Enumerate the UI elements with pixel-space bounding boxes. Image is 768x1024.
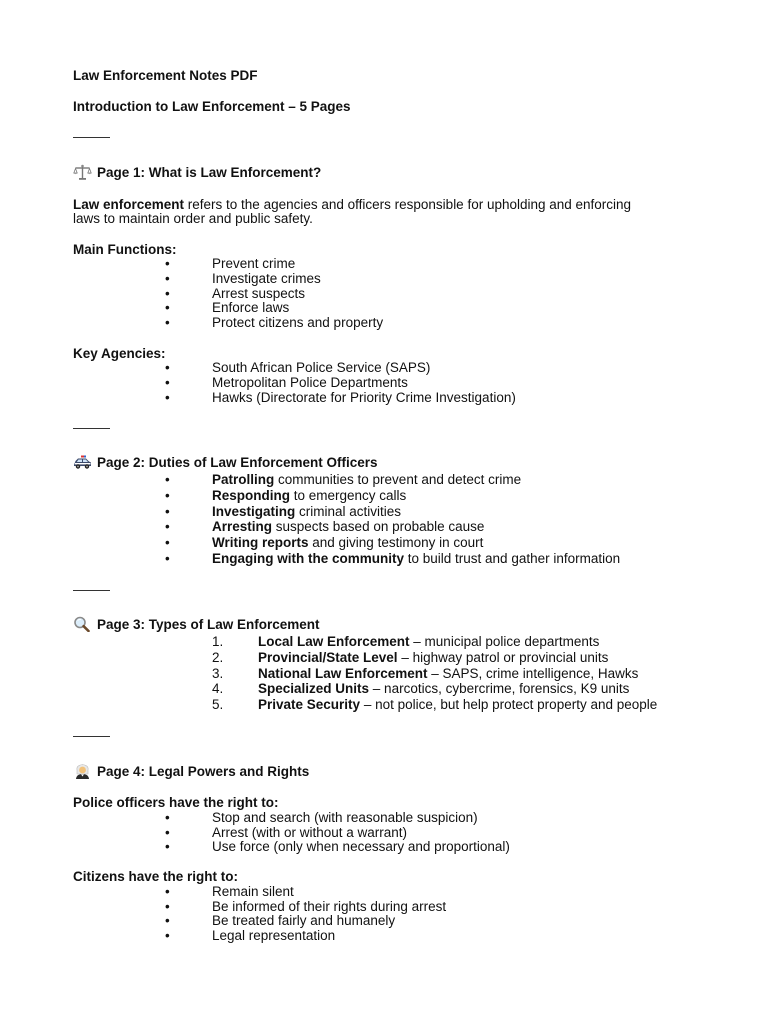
bullet-marker: • — [165, 487, 170, 503]
police-rights-heading: Police officers have the right to: — [73, 795, 279, 810]
item-text: to build trust and gather information — [404, 551, 621, 566]
duty-item — [212, 472, 521, 488]
item-term: Patrolling — [212, 472, 275, 487]
item-text: – highway patrol or provincial units — [397, 649, 609, 665]
item-term: Provincial/State Level — [258, 649, 398, 665]
item-term: Arresting — [212, 519, 273, 535]
agency-item: Metropolitan Police Departments — [212, 374, 408, 390]
duty-item — [212, 551, 620, 567]
page2-heading-text: Page 2: Duties of Law Enforcement Officers — [97, 455, 378, 470]
item-term: Local Law Enforcement — [258, 634, 410, 649]
bullet-marker: • — [165, 315, 170, 331]
item-term: Engaging with the community — [212, 551, 404, 566]
page4-heading-text: Page 4: Legal Powers and Rights — [97, 764, 310, 779]
section-divider — [73, 428, 110, 429]
citizen-right-item: Legal representation — [212, 927, 336, 943]
bullet-marker: • — [165, 551, 170, 566]
function-item: Enforce laws — [212, 300, 290, 316]
type-item — [258, 681, 629, 697]
duty-item — [212, 488, 406, 504]
judge-icon — [73, 763, 92, 779]
item-text: – SAPS, crime intelligence, Hawks — [427, 665, 639, 681]
bullet-marker: • — [165, 884, 170, 899]
item-text: communities to prevent and detect crime — [274, 472, 522, 487]
list-number: 4. — [212, 681, 224, 697]
item-term: Investigating — [212, 503, 296, 519]
bullet-marker: • — [165, 300, 170, 316]
bullet-marker: • — [165, 285, 170, 301]
page1-heading — [73, 164, 321, 181]
document-title: Law Enforcement Notes PDF — [73, 68, 258, 83]
definition-text: refers to the agencies and officers responsible for upholding and enforcing — [184, 197, 632, 212]
item-text: suspects based on probable cause — [272, 519, 485, 535]
duty-item — [212, 504, 401, 520]
bullet-marker: • — [165, 519, 170, 535]
bullet-marker: • — [165, 913, 170, 928]
item-term: Writing reports — [212, 535, 309, 551]
agency-item: Hawks (Directorate for Priority Crime Investigation) — [212, 389, 516, 405]
item-text: and giving testimony in court — [308, 535, 484, 551]
definition-term: Law enforcement — [73, 197, 185, 212]
item-term: Responding — [212, 487, 290, 503]
list-number: 3. — [212, 665, 224, 681]
main-functions-heading: Main Functions: — [73, 242, 177, 257]
citizen-right-item: Be treated fairly and humanely — [212, 913, 396, 928]
agency-item: South African Police Service (SAPS) — [212, 360, 431, 375]
list-number: 1. — [212, 634, 224, 649]
police-right-item: Stop and search (with reasonable suspicion) — [212, 810, 478, 825]
police-right-item: Arrest (with or without a warrant) — [212, 824, 408, 840]
police-car-icon — [73, 454, 92, 470]
bullet-marker: • — [165, 824, 170, 840]
bullet-marker: • — [165, 389, 170, 405]
section-divider — [73, 137, 110, 138]
police-right-item: Use force (only when necessary and proportional) — [212, 839, 510, 854]
section-divider — [73, 736, 110, 737]
duty-item — [212, 535, 483, 551]
citizen-right-item: Be informed of their rights during arrest — [212, 898, 447, 914]
citizen-right-item: Remain silent — [212, 884, 294, 899]
function-item: Arrest suspects — [212, 285, 306, 301]
function-item: Protect citizens and property — [212, 315, 384, 331]
function-item: Prevent crime — [212, 256, 296, 271]
item-term: Private Security — [258, 697, 361, 713]
bullet-marker: • — [165, 256, 170, 271]
bullet-marker: • — [165, 535, 170, 551]
item-term: Specialized Units — [258, 681, 370, 697]
type-item — [258, 634, 599, 650]
function-item: Investigate crimes — [212, 270, 321, 286]
item-text: – municipal police departments — [409, 634, 600, 649]
page2-heading — [73, 454, 378, 471]
key-agencies-heading: Key Agencies: — [73, 346, 166, 361]
bullet-marker: • — [165, 839, 170, 854]
definition-line-2: laws to maintain order and public safety. — [73, 211, 313, 226]
item-text: to emergency calls — [290, 487, 407, 503]
page4-heading — [73, 763, 309, 780]
bullet-marker: • — [165, 360, 170, 375]
item-text: criminal activities — [295, 503, 402, 519]
bullet-marker: • — [165, 374, 170, 390]
item-text: – not police, but help protect property and people — [360, 697, 658, 713]
item-term: National Law Enforcement — [258, 665, 428, 681]
page1-heading-text: Page 1: What is Law Enforcement? — [97, 165, 322, 180]
page3-heading-text: Page 3: Types of Law Enforcement — [97, 617, 320, 632]
section-divider — [73, 590, 110, 591]
bullet-marker: • — [165, 810, 170, 825]
bullet-marker: • — [165, 503, 170, 519]
type-item — [258, 666, 638, 682]
page3-heading — [73, 616, 320, 633]
bullet-marker: • — [165, 898, 170, 914]
duty-item — [212, 519, 484, 535]
list-number: 2. — [212, 649, 224, 665]
list-number: 5. — [212, 697, 224, 713]
type-item — [258, 697, 657, 713]
balance-scale-icon — [73, 164, 92, 180]
item-text: – narcotics, cybercrime, forensics, K9 units — [369, 681, 630, 697]
citizens-rights-heading: Citizens have the right to: — [73, 869, 239, 884]
bullet-marker: • — [165, 270, 170, 286]
type-item — [258, 650, 608, 666]
document-subtitle: Introduction to Law Enforcement – 5 Pages — [73, 99, 351, 114]
bullet-marker: • — [165, 927, 170, 943]
magnifying-glass-icon — [73, 616, 92, 632]
bullet-marker: • — [165, 472, 170, 487]
